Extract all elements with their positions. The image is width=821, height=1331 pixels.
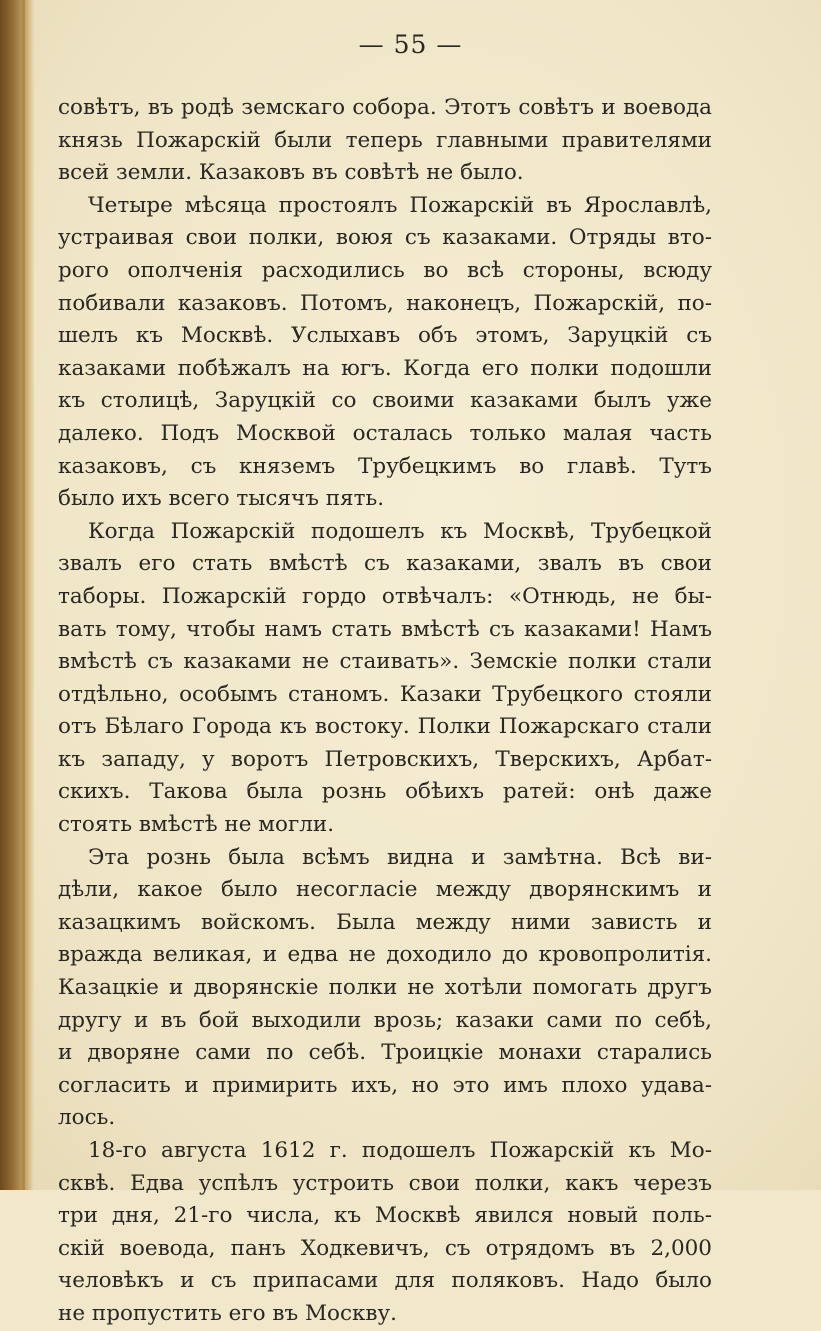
text-line: вать тому, чтобы намъ стать вмѣстѣ съ казаками! Намъ — [58, 616, 712, 642]
text-line: къ западу, у воротъ Петровскихъ, Тверскихъ, Арбат- — [58, 746, 712, 772]
text-line: лось. — [58, 1105, 116, 1131]
text-line: человѣкъ и съ припасами для поляковъ. Надо было — [58, 1268, 712, 1294]
text-line: казаковъ, съ княземъ Трубецкимъ во главѣ. Тутъ — [58, 453, 712, 479]
text-line: и дворяне сами по себѣ. Троицкіе монахи старались — [58, 1040, 712, 1066]
text-line: три дня, 21-го числа, къ Москвѣ явился новый поль- — [58, 1203, 712, 1229]
text-line: отдѣльно, особымъ станомъ. Казаки Трубецкого стояли — [58, 681, 712, 707]
text-line: было ихъ всего тысячъ пять. — [58, 486, 385, 512]
text-line: казацкимъ войскомъ. Была между ними зависть и — [58, 909, 712, 935]
text-line: далеко. Подъ Москвой осталась только малая часть — [58, 420, 712, 446]
body-text — [58, 92, 712, 1331]
text-line: согласить и примирить ихъ, но это имъ плохо удава- — [58, 1072, 712, 1098]
text-line: не пропустить его въ Москву. — [58, 1300, 398, 1326]
text-line: дѣли, какое было несогласіе между дворянскимъ и — [58, 877, 712, 903]
text-line: побивали казаковъ. Потомъ, наконецъ, Пожарскій, по- — [58, 290, 712, 316]
text-line: шелъ къ Москвѣ. Услыхавъ объ этомъ, Заруцкій съ — [58, 323, 712, 349]
text-line: рого ополченія расходились во всѣ стороны, всюду — [58, 257, 712, 283]
text-line: скій воевода, панъ Ходкевичъ, съ отрядомъ въ 2,000 — [58, 1235, 712, 1261]
text-line: устраивая свои полки, воюя съ казаками. Отряды вто- — [58, 225, 712, 251]
text-line: скихъ. Такова была рознь обѣихъ ратей: онѣ даже — [58, 779, 712, 805]
text-line: къ столицѣ, Заруцкій со своими казаками былъ уже — [58, 388, 712, 414]
text-line: Четыре мѣсяца простоялъ Пожарскій въ Ярославлѣ, — [88, 192, 712, 218]
text-line: совѣтъ, въ родѣ земскаго собора. Этотъ совѣтъ и воевода — [58, 95, 712, 120]
text-line: вражда великая, и едва не доходило до кровопролитія. — [58, 942, 712, 968]
text-line: звалъ его стать вмѣстѣ съ казаками, звалъ въ свои — [58, 551, 712, 577]
page-binding-shadow — [0, 0, 34, 1190]
spine-line — [22, 0, 25, 1190]
text-line: другу и въ бой выходили врозь; казаки сами по себѣ, — [58, 1007, 712, 1033]
text-line: сквѣ. Едва успѣлъ устроить свои полки, какъ черезъ — [58, 1170, 712, 1196]
text-line: казаками побѣжалъ на югъ. Когда его полки подошли — [58, 355, 712, 381]
text-line: Казацкіе и дворянскіе полки не хотѣли помогать другъ — [58, 975, 712, 1001]
text-line: Когда Пожарскій подошелъ къ Москвѣ, Трубецкой — [88, 518, 712, 544]
text-line: вмѣстѣ съ казаками не стаивать». Земскіе полки стали — [58, 649, 712, 675]
text-line: Эта рознь была всѣмъ видна и замѣтна. Всѣ ви- — [88, 844, 712, 870]
page-number: — 55 — — [358, 30, 463, 59]
text-line: князь Пожарскій были теперь главными правителями — [58, 127, 712, 153]
text-line: таборы. Пожарскій гордо отвѣчалъ: «Отнюдь, не бы- — [58, 583, 712, 609]
text-line: всей земли. Казаковъ въ совѣтѣ не было. — [58, 160, 524, 186]
text-line: стоять вмѣстѣ не могли. — [58, 812, 335, 838]
text-line: 18-го августа 1612 г. подошелъ Пожарскій къ Мо- — [88, 1138, 712, 1163]
text-line: отъ Бѣлаго Города къ востоку. Полки Пожарскаго стали — [58, 714, 712, 740]
